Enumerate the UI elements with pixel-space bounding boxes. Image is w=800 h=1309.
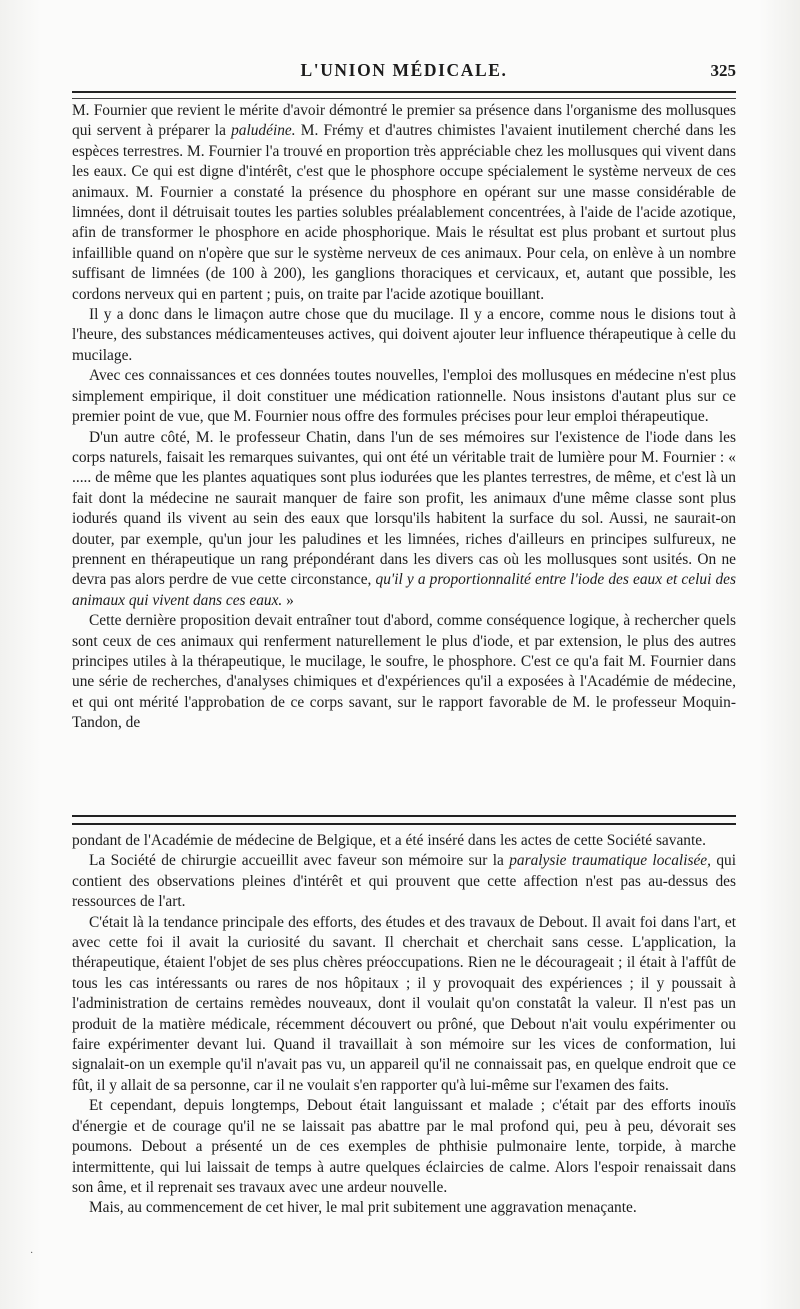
running-title: L'UNION MÉDICALE.	[300, 60, 508, 80]
paragraph-limacon: Il y a donc dans le limaçon autre chose que du mucilage. Il y a encore, comme nous le disions tout à l'heure, des substances médicamenteuses actives, qui doivent ajouter leur influence thérapeutique à celle du mucilage.	[72, 306, 736, 364]
paragraph-hiver: Mais, au commencement de cet hiver, le mal prit subitement une aggravation menaçante.	[89, 1199, 637, 1217]
page-number: 325	[710, 61, 736, 80]
paragraph-phosphore: M. Fournier que revient le mérite d'avoir démontré le premier sa présence dans l'organisme des mollusques qui servent à préparer la paludéine. M. Frémy et d'autres chimistes l'avaient inutilement cherché dans les espèces terrestres. M. Fournier l'a trouvé en proportion très appréciable chez les mollusques qui vivent dans les eaux. Ce qui est digne d'intérêt, c'est que le phosphore occupe spécialement le système nerveux de ces animaux. M. Fournier a constaté la présence du phosphore en opérant sur une masse considérable de limnées, dont il détruisait toutes les parties solubles préalablement concentrées, à l'aide de l'acide azotique, afin de transformer le phosphore en acide phosphorique. Mais le résultat est plus probant et surtout plus infaillible quand on n'opère que sur le système nerveux de ces animaux. Pour cela, on enlève à un nombre suffisant de limnées (de 100 à 200), les ganglions thoraciques et cervicaux, et, autant que possible, les cordons nerveux qui en partent ; puis, on traite par l'acide azotique bouillant.	[72, 102, 737, 303]
paragraph-recherches: Cette dernière proposition devait entraîner tout d'abord, comme conséquence logique, à rechercher quels sont ceux de ces animaux qui renferment naturellement le plus d'iode, et par extension, le plus des autres principes utiles à la thérapeutique, le mucilage, le soufre, le phosphore. C'est ce qu'a fait M. Fournier dans une série de recherches, d'analyses chimiques et d'expériences qu'il a exposées à l'Académie de médecine, et qui ont mérité l'approbation de ce corps savant, sur le rapport favorable de M. le professeur Moquin-Tandon, de	[72, 612, 736, 732]
running-header	[72, 60, 736, 86]
paragraph-societe-chirurgie: La Société de chirurgie accueillit avec faveur son mémoire sur la paralysie traumatique localisée, qui contient des observations pleines d'intérêt et qui prouvent que cette affection n'est pas au-dessus des ressources de l'art.	[72, 852, 737, 911]
header-rule	[72, 91, 736, 99]
section-divider-rule	[72, 815, 736, 825]
paragraph-debout-maladie: Et cependant, depuis longtemps, Debout était languissant et malade ; c'était par des efforts inouïs d'énergie et de courage qu'il ne se laissait pas abattre par le mal profond qui, peu à peu, dévorait ses poumons. Debout a présenté un de ces exemples de phthisie pulmonaire lente, torpide, à marche intermittente, qui lui laissait de temps à autre quelques éclaircies de calme. Alors l'espoir renaissait dans son âme, et il reprenait ses travaux avec une ardeur nouvelle.	[72, 1097, 736, 1196]
paragraph-chatin-iode: D'un autre côté, M. le professeur Chatin, dans l'un de ses mémoires sur l'existence de l'iode dans les corps naturels, faisait les remarques suivantes, qui ont été un véritable trait de lumière pour M. Fournier : « ..... de même que les plantes aquatiques sont plus iodurées que les plantes terrestres, de même, et c'est là un fait dont la médecine ne saurait manquer de faire son profit, les animaux d'une même classe sont plus iodurés quand ils vivent au sein des eaux que lorsqu'ils habitent la surface du sol. Aussi, ne saurait-on douter, par exemple, qu'un jour les paludines et les limnées, riches d'ailleurs en principes sulfureux, ne prennent en thérapeutique un rang prépondérant dans les divers cas où les mollusques sont usités. On ne devra pas alors perdre de vue cette circonstance, qu'il y a proportionnalité entre l'iode des eaux et celui des animaux qui vivent dans ces eaux. »	[72, 428, 736, 609]
paragraph-academie-belgique: pondant de l'Académie de médecine de Belgique, et a été inséré dans les actes de cette Société savante.	[72, 832, 706, 849]
main-article-column	[72, 101, 736, 734]
feuilleton-column	[72, 831, 736, 1219]
margin-speck: ·	[30, 1248, 34, 1259]
paragraph-debout-travaux: C'était là la tendance principale des efforts, des études et des travaux de Debout. Il avait foi dans l'art, et avec cette foi il avait la curiosité du savant. Il cherchait et cherchait sans cesse. L'application, la thérapeutique, étaient l'objet de ses plus chères préoccupations. Rien ne le décourageait ; il était à l'affût de tous les cas intéressants ou rares de nos hôpitaux ; il y provoquait des expériences ; il y poussait à l'administration de certains remèdes nouveaux, dont il voulait qu'on constatât la valeur. Il n'est pas un produit de la matière médicale, récemment découvert ou prôné, que Debout n'ait voulu expérimenter ou faire expérimenter devant lui. Quand il travaillait à son mémoire sur les vices de conformation, lui signalait-on un exemple qu'il n'avait pas vu, un appareil qu'il ne connaissait pas, en quelque endroit que ce fût, il y allait de sa personne, car il ne voulait s'en rapporter qu'à lui-même sur l'examen des faits.	[72, 913, 736, 1094]
paragraph-medication: Avec ces connaissances et ces données toutes nouvelles, l'emploi des mollusques en médecine n'est plus simplement empirique, il doit constituer une médication rationnelle. Nous insistons d'autant plus sur ce premier point de vue, que M. Fournier nous offre des formules précises pour leur emploi thérapeutique.	[72, 367, 736, 426]
